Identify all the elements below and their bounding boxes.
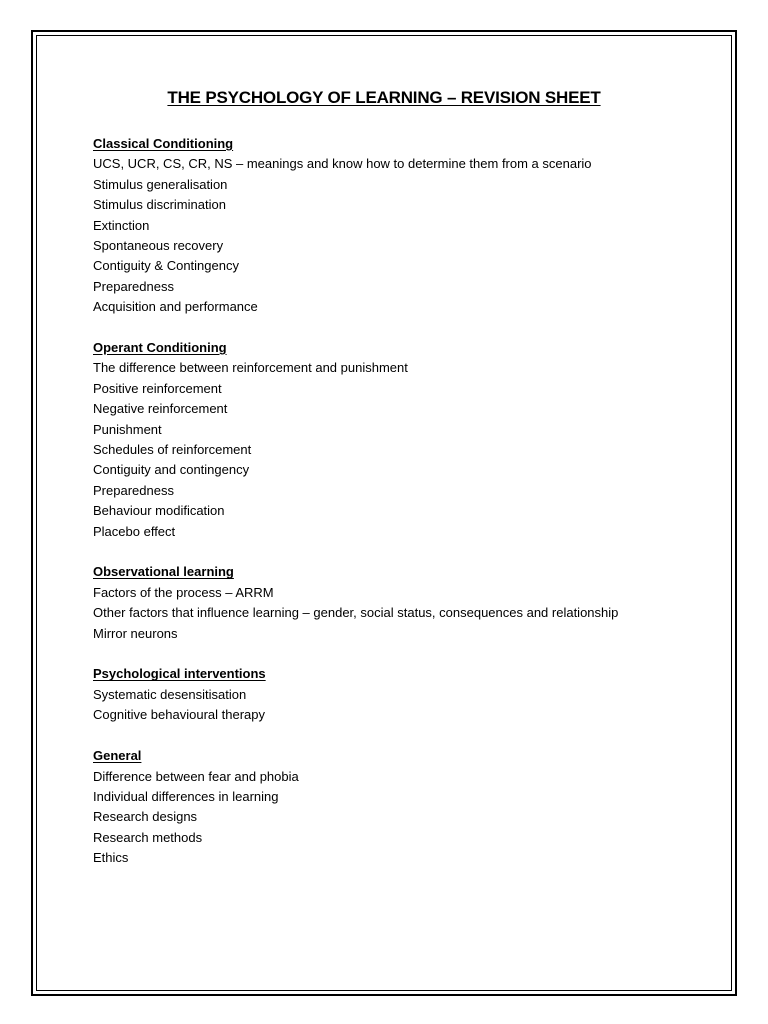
list-item: Systematic desensitisation <box>93 686 247 702</box>
list-item: UCS, UCR, CS, CR, NS – meanings and know how to determine them from a scenario <box>93 156 592 172</box>
list-item: Ethics <box>93 850 129 866</box>
list-item: Mirror neurons <box>93 625 178 641</box>
section-heading: Observational learning <box>93 564 234 580</box>
section-general <box>93 746 733 868</box>
list-item: Acquisition and performance <box>93 299 258 315</box>
list-item: Preparedness <box>93 482 174 498</box>
section-classical-conditioning <box>93 134 733 318</box>
list-item: Positive reinforcement <box>93 380 222 396</box>
list-item: Difference between fear and phobia <box>93 768 299 784</box>
list-item: Individual differences in learning <box>93 788 279 804</box>
list-item: Contiguity and contingency <box>93 462 250 478</box>
section-heading: Classical Conditioning <box>93 136 234 151</box>
section-heading: Psychological interventions <box>93 666 266 682</box>
list-item: Research designs <box>93 809 198 825</box>
section-heading: General <box>93 748 142 764</box>
list-item: Factors of the process – ARRM <box>93 584 274 600</box>
list-item: Preparedness <box>93 278 174 294</box>
list-item: The difference between reinforcement and punishment <box>93 360 408 376</box>
section-psychological-interventions <box>93 664 733 725</box>
page-title: THE PSYCHOLOGY OF LEARNING – REVISION SHEET <box>167 88 601 107</box>
list-item: Extinction <box>93 217 150 233</box>
list-item: Cognitive behavioural therapy <box>93 707 265 723</box>
section-operant-conditioning <box>93 338 733 542</box>
list-item: Negative reinforcement <box>93 401 228 417</box>
list-item: Schedules of reinforcement <box>93 441 252 457</box>
section-heading: Operant Conditioning <box>93 340 227 356</box>
list-item: Stimulus discrimination <box>93 197 226 213</box>
list-item: Research methods <box>93 829 203 845</box>
section-observational-learning <box>93 562 733 644</box>
list-item: Spontaneous recovery <box>93 237 224 253</box>
list-item: Other factors that influence learning – gender, social status, consequences and relationship <box>93 605 619 621</box>
list-item: Punishment <box>93 421 162 437</box>
list-item: Placebo effect <box>93 523 176 539</box>
list-item: Contiguity & Contingency <box>93 258 239 274</box>
list-item: Behaviour modification <box>93 503 225 519</box>
list-item: Stimulus generalisation <box>93 176 228 192</box>
revision-sections <box>93 134 733 889</box>
